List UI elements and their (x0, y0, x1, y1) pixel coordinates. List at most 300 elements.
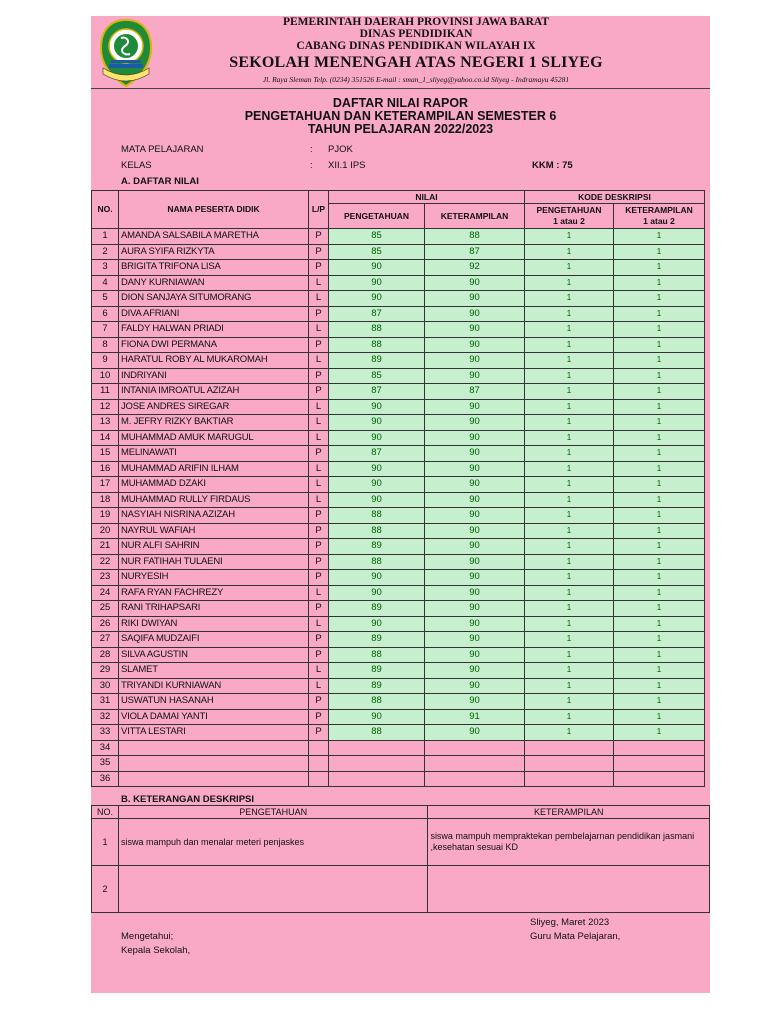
knowledge-desc-code: 1 (525, 725, 614, 741)
row-number: 17 (92, 477, 119, 493)
row-number: 12 (92, 399, 119, 415)
row-number: 31 (92, 694, 119, 710)
row-number: 24 (92, 585, 119, 601)
student-name: M. JEFRY RIZKY BAKTIAR (119, 415, 309, 431)
student-gender: P (309, 446, 329, 462)
student-gender: P (309, 570, 329, 586)
skill-desc-code: 1 (614, 601, 705, 617)
table-row (92, 678, 705, 694)
knowledge-score: 88 (329, 322, 425, 338)
student-gender: L (309, 678, 329, 694)
student-gender: P (309, 368, 329, 384)
table-row (92, 291, 705, 307)
skill-score: 90 (425, 461, 525, 477)
student-name: AURA SYIFA RIZKYTA (119, 244, 309, 260)
skill-desc-code: 1 (614, 694, 705, 710)
row-number: 9 (92, 353, 119, 369)
student-gender: L (309, 430, 329, 446)
west-java-emblem-icon (97, 18, 155, 88)
empty-cell (614, 740, 705, 756)
skill-score: 87 (425, 244, 525, 260)
student-gender: P (309, 523, 329, 539)
desc-row-pengetahuan (118, 866, 427, 913)
knowledge-desc-code: 1 (525, 477, 614, 493)
student-name: RIKI DWIYAN (119, 616, 309, 632)
row-number: 21 (92, 539, 119, 555)
knowledge-score: 85 (329, 368, 425, 384)
skill-desc-code: 1 (614, 616, 705, 632)
student-name: SILVA AGUSTIN (119, 647, 309, 663)
knowledge-desc-code: 1 (525, 492, 614, 508)
report-title: DAFTAR NILAI RAPOR (332, 96, 469, 110)
row-number: 1 (92, 229, 119, 245)
skill-desc-code: 1 (614, 260, 705, 276)
student-gender: P (309, 632, 329, 648)
row-number: 11 (92, 384, 119, 400)
student-name: INDRIYANI (119, 368, 309, 384)
student-gender: P (309, 554, 329, 570)
branch-heading: CABANG DINAS PENDIDIKAN WILAYAH IX (296, 40, 536, 52)
table-row (92, 523, 705, 539)
table-row (92, 694, 705, 710)
student-name: FIONA DWI PERMANA (119, 337, 309, 353)
skill-score: 90 (425, 554, 525, 570)
table-row (92, 430, 705, 446)
knowledge-desc-code: 1 (525, 585, 614, 601)
knowledge-desc-code: 1 (525, 291, 614, 307)
col-kode-keterampilan-header: KETERAMPILAN 1 atau 2 (614, 204, 705, 229)
knowledge-score: 90 (329, 616, 425, 632)
row-number: 7 (92, 322, 119, 338)
row-number: 20 (92, 523, 119, 539)
student-gender: L (309, 415, 329, 431)
table-row (92, 632, 705, 648)
desc-row-no: 1 (92, 819, 119, 866)
student-gender: L (309, 616, 329, 632)
skill-desc-code: 1 (614, 399, 705, 415)
empty-cell (119, 740, 309, 756)
skill-score: 88 (425, 229, 525, 245)
student-gender: L (309, 353, 329, 369)
knowledge-desc-code: 1 (525, 322, 614, 338)
skill-score: 90 (425, 508, 525, 524)
row-number: 35 (92, 756, 119, 772)
empty-cell (309, 771, 329, 787)
knowledge-score: 88 (329, 508, 425, 524)
knowledge-desc-code: 1 (525, 570, 614, 586)
skill-desc-code: 1 (614, 554, 705, 570)
student-gender: L (309, 291, 329, 307)
table-row (92, 709, 705, 725)
skill-score: 90 (425, 415, 525, 431)
section-b-title: B. KETERANGAN DESKRIPSI (121, 794, 255, 805)
skill-score: 90 (425, 430, 525, 446)
student-gender: P (309, 539, 329, 555)
student-gender: L (309, 477, 329, 493)
knowledge-desc-code: 1 (525, 709, 614, 725)
knowledge-score: 87 (329, 446, 425, 462)
row-number: 16 (92, 461, 119, 477)
col-keterampilan-header: KETERAMPILAN (425, 204, 525, 229)
desc-row-keterampilan (428, 866, 710, 913)
student-gender: L (309, 492, 329, 508)
table-row (92, 353, 705, 369)
student-name: SLAMET (119, 663, 309, 679)
row-number: 34 (92, 740, 119, 756)
row-number: 30 (92, 678, 119, 694)
knowledge-score: 90 (329, 260, 425, 276)
desc-pengetahuan-header: PENGETAHUAN (118, 806, 427, 819)
knowledge-score: 89 (329, 663, 425, 679)
student-gender: P (309, 508, 329, 524)
student-gender: L (309, 585, 329, 601)
skill-desc-code: 1 (614, 632, 705, 648)
desc-row-pengetahuan: siswa mampuh dan menalar meteri penjaskes (118, 819, 427, 866)
student-name: MUHAMMAD DZAKI (119, 477, 309, 493)
student-gender: L (309, 322, 329, 338)
empty-cell (119, 771, 309, 787)
row-number: 6 (92, 306, 119, 322)
skill-score: 90 (425, 694, 525, 710)
table-row (92, 399, 705, 415)
school-address: Jl. Raya Sleman Telp. (0234) 351526 E-mail : sman_1_sliyeg@yahoo.co.id Sliyeg - Indramayu 45281 (262, 75, 570, 84)
table-row (92, 647, 705, 663)
school-name: SEKOLAH MENENGAH ATAS NEGERI 1 SLIYEG (229, 54, 603, 71)
skill-desc-code: 1 (614, 508, 705, 524)
empty-cell (425, 740, 525, 756)
knowledge-score: 90 (329, 585, 425, 601)
knowledge-score: 88 (329, 647, 425, 663)
knowledge-desc-code: 1 (525, 678, 614, 694)
student-name: AMANDA SALSABILA MARETHA (119, 229, 309, 245)
table-row (92, 446, 705, 462)
table-row (92, 601, 705, 617)
skill-score: 90 (425, 725, 525, 741)
table-row (92, 275, 705, 291)
knowledge-score: 90 (329, 709, 425, 725)
row-number: 26 (92, 616, 119, 632)
knowledge-score: 85 (329, 229, 425, 245)
student-gender: P (309, 725, 329, 741)
col-name-header: NAMA PESERTA DIDIK (119, 191, 309, 229)
col-lp-header: L/P (309, 191, 329, 229)
student-name: NURYESIH (119, 570, 309, 586)
col-kode-pengetahuan-header: PENGETAHUAN 1 atau 2 (525, 204, 614, 229)
row-number: 29 (92, 663, 119, 679)
skill-score: 90 (425, 678, 525, 694)
skill-desc-code: 1 (614, 585, 705, 601)
student-name: USWATUN HASANAH (119, 694, 309, 710)
row-number: 33 (92, 725, 119, 741)
knowledge-desc-code: 1 (525, 229, 614, 245)
student-gender: P (309, 601, 329, 617)
skill-score: 90 (425, 663, 525, 679)
table-row (92, 585, 705, 601)
student-name: NAYRUL WAFIAH (119, 523, 309, 539)
empty-cell (119, 756, 309, 772)
skill-desc-code: 1 (614, 492, 705, 508)
table-row (92, 244, 705, 260)
student-name: DION SANJAYA SITUMORANG (119, 291, 309, 307)
student-name: RAFA RYAN FACHREZY (119, 585, 309, 601)
row-number: 2 (92, 244, 119, 260)
table-row (92, 337, 705, 353)
skill-desc-code: 1 (614, 353, 705, 369)
skill-desc-code: 1 (614, 570, 705, 586)
skill-score: 92 (425, 260, 525, 276)
skill-desc-code: 1 (614, 415, 705, 431)
subject-colon: : (310, 144, 313, 155)
empty-cell (425, 756, 525, 772)
empty-cell (329, 756, 425, 772)
department-heading: DINAS PENDIDIKAN (359, 28, 473, 40)
knowledge-score: 88 (329, 725, 425, 741)
knowledge-desc-code: 1 (525, 399, 614, 415)
row-number: 25 (92, 601, 119, 617)
empty-cell (614, 771, 705, 787)
student-name: TRIYANDI KURNIAWAN (119, 678, 309, 694)
empty-cell (309, 740, 329, 756)
skill-desc-code: 1 (614, 477, 705, 493)
header-divider (91, 88, 710, 89)
student-name: DIVA AFRIANI (119, 306, 309, 322)
student-gender: P (309, 306, 329, 322)
knowledge-score: 90 (329, 461, 425, 477)
knowledge-score: 88 (329, 337, 425, 353)
knowledge-score: 90 (329, 492, 425, 508)
table-row (92, 368, 705, 384)
student-name: MUHAMMAD ARIFIN ILHAM (119, 461, 309, 477)
skill-desc-code: 1 (614, 306, 705, 322)
knowledge-desc-code: 1 (525, 353, 614, 369)
class-label: KELAS (121, 160, 152, 171)
report-subtitle: PENGETAHUAN DAN KETERAMPILAN SEMESTER 6 (244, 109, 557, 123)
skill-score: 90 (425, 492, 525, 508)
table-row (92, 306, 705, 322)
table-row (92, 322, 705, 338)
table-row (92, 663, 705, 679)
row-number: 4 (92, 275, 119, 291)
knowledge-desc-code: 1 (525, 663, 614, 679)
knowledge-score: 90 (329, 477, 425, 493)
knowledge-score: 88 (329, 554, 425, 570)
table-row (92, 771, 705, 787)
table-row (92, 415, 705, 431)
skill-score: 90 (425, 306, 525, 322)
skill-score: 90 (425, 601, 525, 617)
student-name: JOSE ANDRES SIREGAR (119, 399, 309, 415)
student-name: SAQIFA MUDZAIFI (119, 632, 309, 648)
row-number: 32 (92, 709, 119, 725)
table-row (92, 461, 705, 477)
student-name: VIOLA DAMAI YANTI (119, 709, 309, 725)
knowledge-desc-code: 1 (525, 616, 614, 632)
desc-keterampilan-header: KETERAMPILAN (428, 806, 710, 819)
row-number: 8 (92, 337, 119, 353)
knowledge-desc-code: 1 (525, 601, 614, 617)
skill-score: 90 (425, 446, 525, 462)
knowledge-score: 89 (329, 678, 425, 694)
knowledge-score: 90 (329, 570, 425, 586)
student-gender: L (309, 399, 329, 415)
skill-desc-code: 1 (614, 523, 705, 539)
table-row (92, 554, 705, 570)
empty-cell (614, 756, 705, 772)
table-row (92, 229, 705, 245)
student-gender: P (309, 229, 329, 245)
empty-cell (329, 771, 425, 787)
student-gender: P (309, 260, 329, 276)
table-row (92, 756, 705, 772)
student-name: HARATUL ROBY AL MUKAROMAH (119, 353, 309, 369)
skill-score: 90 (425, 632, 525, 648)
skill-desc-code: 1 (614, 244, 705, 260)
row-number: 3 (92, 260, 119, 276)
skill-score: 90 (425, 539, 525, 555)
knowledge-desc-code: 1 (525, 461, 614, 477)
knowledge-score: 90 (329, 430, 425, 446)
skill-desc-code: 1 (614, 430, 705, 446)
table-row (92, 260, 705, 276)
row-number: 13 (92, 415, 119, 431)
knowledge-desc-code: 1 (525, 306, 614, 322)
skill-score: 90 (425, 275, 525, 291)
knowledge-desc-code: 1 (525, 244, 614, 260)
table-row (92, 492, 705, 508)
student-gender: P (309, 709, 329, 725)
teacher-title: Guru Mata Pelajaran, (530, 931, 621, 942)
skill-desc-code: 1 (614, 368, 705, 384)
student-name: NUR ALFI SAHRIN (119, 539, 309, 555)
class-colon: : (310, 160, 313, 171)
class-value: XII.1 IPS (328, 160, 366, 171)
knowledge-desc-code: 1 (525, 694, 614, 710)
skill-score: 90 (425, 585, 525, 601)
skill-score: 90 (425, 368, 525, 384)
student-name: NASYIAH NISRINA AZIZAH (119, 508, 309, 524)
student-name: RANI TRIHAPSARI (119, 601, 309, 617)
skill-score: 90 (425, 322, 525, 338)
skill-desc-code: 1 (614, 291, 705, 307)
row-number: 36 (92, 771, 119, 787)
report-sheet (91, 16, 710, 993)
skill-desc-code: 1 (614, 725, 705, 741)
row-number: 19 (92, 508, 119, 524)
student-gender: P (309, 647, 329, 663)
student-gender: P (309, 384, 329, 400)
report-year: TAHUN PELAJARAN 2022/2023 (307, 122, 494, 136)
row-number: 27 (92, 632, 119, 648)
table-row (92, 725, 705, 741)
skill-score: 90 (425, 570, 525, 586)
empty-cell (525, 740, 614, 756)
knowledge-score: 90 (329, 399, 425, 415)
knowledge-desc-code: 1 (525, 554, 614, 570)
empty-cell (525, 756, 614, 772)
place-date: Sliyeg, Maret 2023 (530, 917, 610, 928)
row-number: 18 (92, 492, 119, 508)
student-gender: P (309, 337, 329, 353)
skill-desc-code: 1 (614, 384, 705, 400)
skill-score: 90 (425, 337, 525, 353)
student-name: MELINAWATI (119, 446, 309, 462)
knowledge-score: 87 (329, 384, 425, 400)
knowledge-desc-code: 1 (525, 523, 614, 539)
col-kode-header: KODE DESKRIPSI (525, 191, 705, 204)
knowledge-score: 90 (329, 415, 425, 431)
knowledge-score: 90 (329, 291, 425, 307)
skill-desc-code: 1 (614, 322, 705, 338)
skill-score: 90 (425, 616, 525, 632)
description-table (91, 805, 710, 913)
student-name: MUHAMMAD RULLY FIRDAUS (119, 492, 309, 508)
knowledge-score: 89 (329, 632, 425, 648)
row-number: 14 (92, 430, 119, 446)
knowledge-desc-code: 1 (525, 275, 614, 291)
govt-heading: PEMERINTAH DAERAH PROVINSI JAWA BARAT (282, 16, 550, 28)
skill-desc-code: 1 (614, 663, 705, 679)
knowledge-desc-code: 1 (525, 539, 614, 555)
knowledge-score: 88 (329, 523, 425, 539)
table-row (92, 384, 705, 400)
row-number: 23 (92, 570, 119, 586)
knowledge-desc-code: 1 (525, 446, 614, 462)
student-gender: P (309, 694, 329, 710)
skill-score: 90 (425, 477, 525, 493)
empty-cell (309, 756, 329, 772)
knowledge-desc-code: 1 (525, 384, 614, 400)
empty-cell (525, 771, 614, 787)
student-name: DANY KURNIAWAN (119, 275, 309, 291)
skill-desc-code: 1 (614, 539, 705, 555)
student-gender: P (309, 244, 329, 260)
student-gender: L (309, 275, 329, 291)
row-number: 10 (92, 368, 119, 384)
empty-cell (329, 740, 425, 756)
col-no-header: NO. (92, 191, 119, 229)
knowledge-desc-code: 1 (525, 337, 614, 353)
skill-score: 90 (425, 647, 525, 663)
empty-cell (425, 771, 525, 787)
row-number: 15 (92, 446, 119, 462)
row-number: 5 (92, 291, 119, 307)
skill-desc-code: 1 (614, 229, 705, 245)
table-row (92, 477, 705, 493)
student-name: NUR FATIHAH TULAENI (119, 554, 309, 570)
skill-desc-code: 1 (614, 647, 705, 663)
knowledge-score: 89 (329, 539, 425, 555)
skill-score: 90 (425, 291, 525, 307)
student-name: INTANIA IMROATUL AZIZAH (119, 384, 309, 400)
row-number: 22 (92, 554, 119, 570)
section-a-title: A. DAFTAR NILAI (121, 176, 199, 187)
subject-label: MATA PELAJARAN (121, 144, 204, 155)
desc-row-no: 2 (92, 866, 119, 913)
skill-desc-code: 1 (614, 275, 705, 291)
knowledge-score: 85 (329, 244, 425, 260)
skill-score: 90 (425, 523, 525, 539)
knowledge-score: 87 (329, 306, 425, 322)
skill-score: 90 (425, 399, 525, 415)
knowledge-desc-code: 1 (525, 508, 614, 524)
row-number: 28 (92, 647, 119, 663)
skill-desc-code: 1 (614, 709, 705, 725)
knowledge-desc-code: 1 (525, 260, 614, 276)
skill-score: 87 (425, 384, 525, 400)
knowledge-desc-code: 1 (525, 368, 614, 384)
skill-desc-code: 1 (614, 446, 705, 462)
principal-title: Kepala Sekolah, (121, 945, 191, 956)
